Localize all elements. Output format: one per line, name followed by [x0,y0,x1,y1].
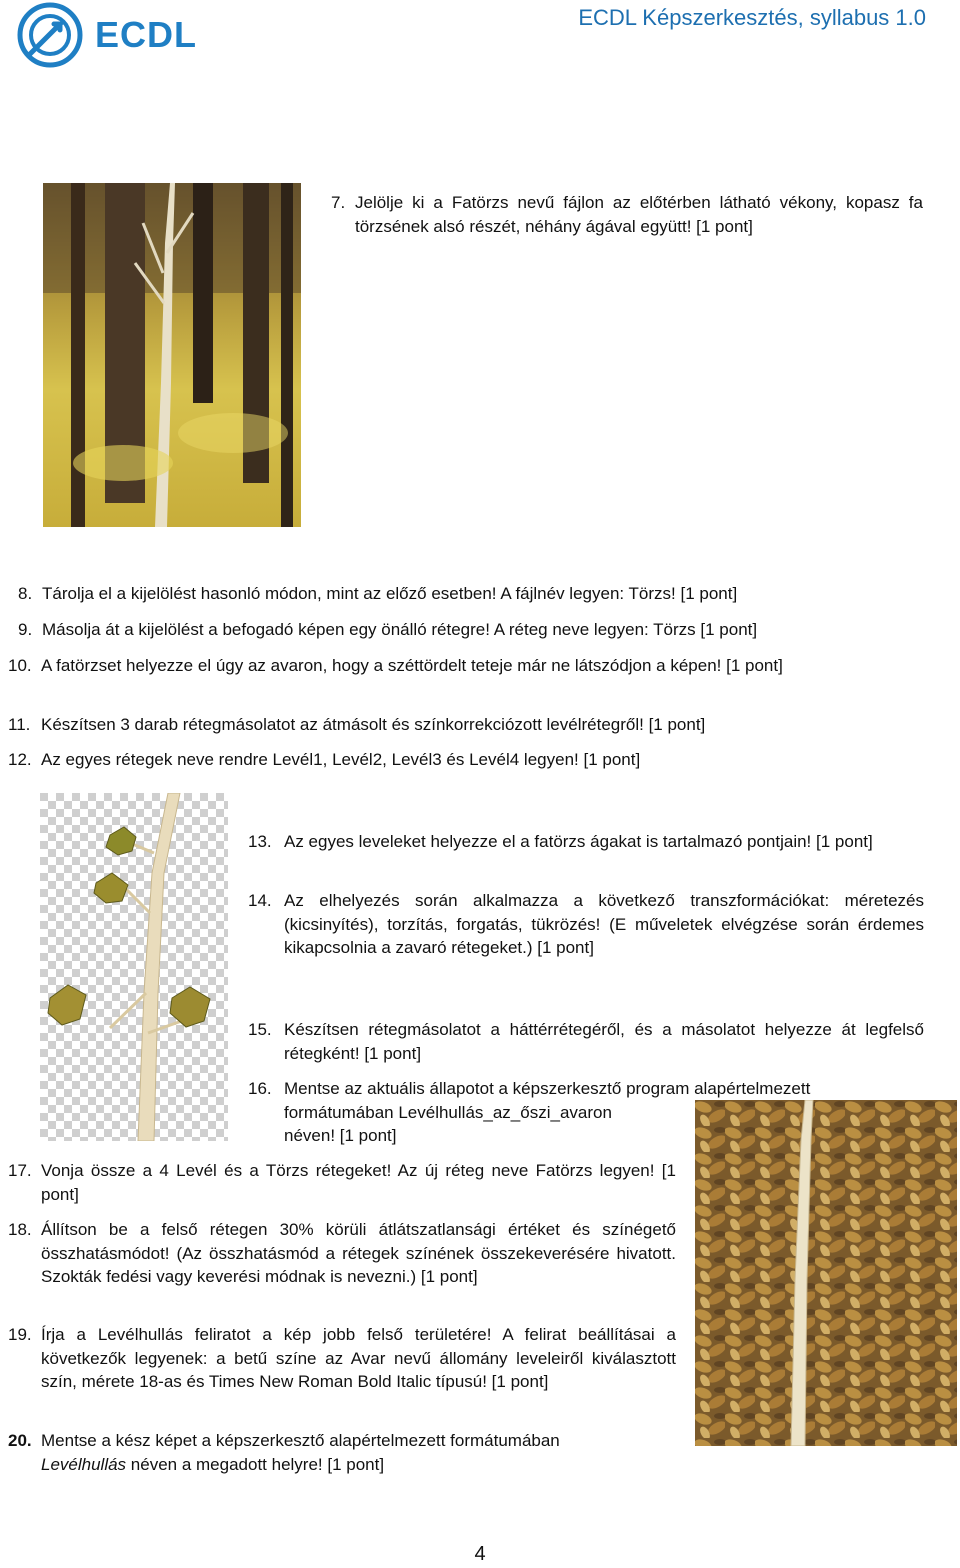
task-number: 13. [248,832,272,851]
task-text: Az egyes leveleket helyezze el a fatörzs ágakat is tartalmazó pontjain! [1 pont] [284,832,873,851]
task-text: Állítson be a felső rétegen 30% körüli átlátszatlansági értéket és színégető összhatásmódot! (Az összhatásmód a rétegek színének összekeverésére hivatott. Szokták fedési vagy keverési módnak is nevezni.) [1 pont] [41,1220,676,1286]
task-text: Az elhelyezés során alkalmazza a következő transzformációkat: méretezés (kicsinyítés), torzítás, forgatás, tükrözés! (E műveletek elvégzése során érdemes kikapcsolnia a zavaró rétegeket.) [1 pont] [284,891,924,957]
task-text-rest: néven a megadott helyre! [1 pont] [126,1454,385,1474]
task-number: 20. [8,1431,32,1450]
task-number: 12. [8,750,32,769]
task-number: 8. [18,584,33,603]
task-number: 14. [248,891,272,910]
task-text: Másolja át a kijelölést a befogadó képen egy önálló rétegre! A réteg neve legyen: Törzs [1 pont] [42,620,758,639]
task-text-line-2: formátumában Levélhullás_az_őszi_avaron [284,1102,612,1122]
trunk-with-leaves-image [40,793,228,1141]
task-text: Készítsen 3 darab rétegmásolatot az átmásolt és színkorrekciózott levélrétegről! [1 pont] [41,715,706,734]
task-text: Írja a Levélhullás feliratot a kép jobb felső területére! A felirat beállításai a következők legyenek: a betű színe az Avar nevű állomány leveleiről kiválasztott szín, mérete 18-as és Times New Roman Bold Italic típusú! [1 pont] [41,1325,676,1391]
task-text-line-1: Mentse az aktuális állapotot a képszerkesztő program alapértelmezett [284,1079,811,1098]
ecdl-logo [16,2,206,68]
forest-trunk-photo [43,183,301,527]
task-text: Tárolja el a kijelölést hasonló módon, mint az előző esetben! A fájlnév legyen: Törzs! [1 pont] [42,584,738,603]
logo-text: ECDL [95,14,197,55]
task-text: Vonja össze a 4 Levél és a Törzs rétegeket! Az új réteg neve Fatörzs legyen! [1 pont] [41,1161,676,1204]
task-text: Jelölje ki a Fatörzs nevű fájlon az előtérben látható vékony, kopasz fa törzsének alsó részét, néhány ágával együtt! [1 pont] [355,193,923,236]
file-name-italic: Levélhullás [41,1454,127,1474]
document-title: ECDL Képszerkesztés, syllabus 1.0 [578,5,926,30]
task-number: 19. [8,1325,32,1344]
page-number: 4 [474,1543,486,1565]
task-number: 10. [8,656,32,675]
task-text-line-1: Mentse a kész képet a képszerkesztő alapértelmezett formátumában [41,1431,560,1450]
leaf-litter-photo [695,1100,957,1446]
task-text-line-3: néven! [1 pont] [284,1126,397,1145]
task-text: Készítsen rétegmásolatot a háttérrétegéről, és a másolatot helyezze át legfelső rétegként! [1 pont] [284,1020,924,1063]
task-text: Az egyes rétegek neve rendre Levél1, Levél2, Levél3 és Levél4 legyen! [1 pont] [41,750,641,769]
task-number: 15. [248,1020,272,1039]
task-number: 17. [8,1161,32,1180]
ecdl-logo-icon [16,2,84,68]
task-number: 7. [331,193,346,212]
task-number: 16. [248,1079,272,1098]
task-text-line-2 [41,1453,384,1477]
task-number: 18. [8,1220,32,1239]
task-text: A fatörzset helyezze el úgy az avaron, hogy a széttördelt teteje már ne látszódjon a képen! [1 pont] [41,656,783,675]
task-number: 9. [18,620,33,639]
task-number: 11. [8,715,31,734]
